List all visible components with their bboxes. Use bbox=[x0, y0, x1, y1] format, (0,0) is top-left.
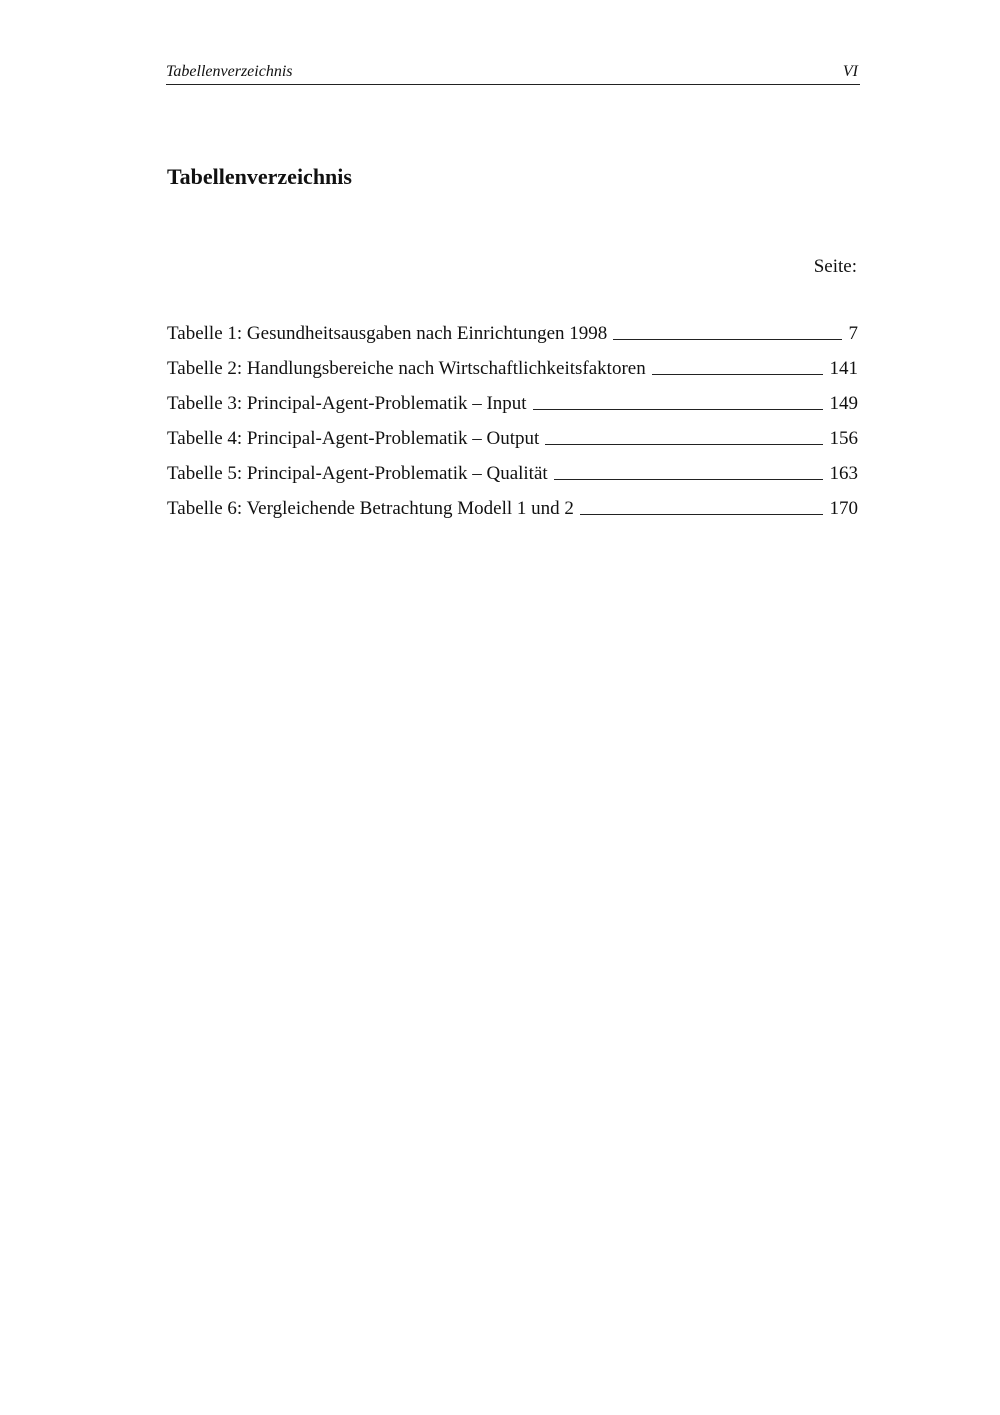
page-title: Tabellenverzeichnis bbox=[167, 164, 352, 189]
toc-entry-leader bbox=[652, 374, 823, 375]
running-header bbox=[166, 60, 860, 85]
toc-entry[interactable] bbox=[167, 358, 858, 393]
toc-entry-page: 149 bbox=[829, 393, 858, 414]
toc-entry-label: Tabelle 5: Principal-Agent-Problematik – Qualität bbox=[167, 463, 548, 484]
toc-entry-label: Tabelle 6: Vergleichende Betrachtung Modell 1 und 2 bbox=[167, 498, 574, 519]
toc-entry-page: 170 bbox=[829, 498, 858, 519]
toc-entry-label: Tabelle 1: Gesundheitsausgaben nach Einrichtungen 1998 bbox=[167, 323, 608, 344]
running-header-title: Tabellenverzeichnis bbox=[166, 63, 293, 80]
toc-entry-leader bbox=[545, 444, 822, 445]
toc-entry-label: Tabelle 2: Handlungsbereiche nach Wirtschaftlichkeitsfaktoren bbox=[167, 358, 646, 379]
toc-entry-leader bbox=[533, 409, 823, 410]
toc-entry-leader bbox=[580, 514, 823, 515]
toc-entry[interactable] bbox=[167, 323, 858, 358]
toc-entry-label: Tabelle 4: Principal-Agent-Problematik – Output bbox=[167, 428, 540, 449]
page-column-label: Seite: bbox=[813, 256, 857, 277]
toc-entry-leader bbox=[613, 339, 841, 340]
table-of-tables bbox=[167, 323, 858, 533]
running-header-page-number: VI bbox=[842, 63, 858, 80]
toc-entry-page: 163 bbox=[829, 463, 858, 484]
toc-entry[interactable] bbox=[167, 498, 858, 533]
toc-entry-page: 156 bbox=[829, 428, 858, 449]
toc-entry-label: Tabelle 3: Principal-Agent-Problematik – Input bbox=[167, 393, 527, 414]
toc-entry-leader bbox=[554, 479, 823, 480]
toc-entry-page: 141 bbox=[829, 358, 858, 379]
toc-entry[interactable] bbox=[167, 463, 858, 498]
toc-entry-page: 7 bbox=[848, 323, 858, 344]
toc-entry[interactable] bbox=[167, 393, 858, 428]
toc-entry[interactable] bbox=[167, 428, 858, 463]
